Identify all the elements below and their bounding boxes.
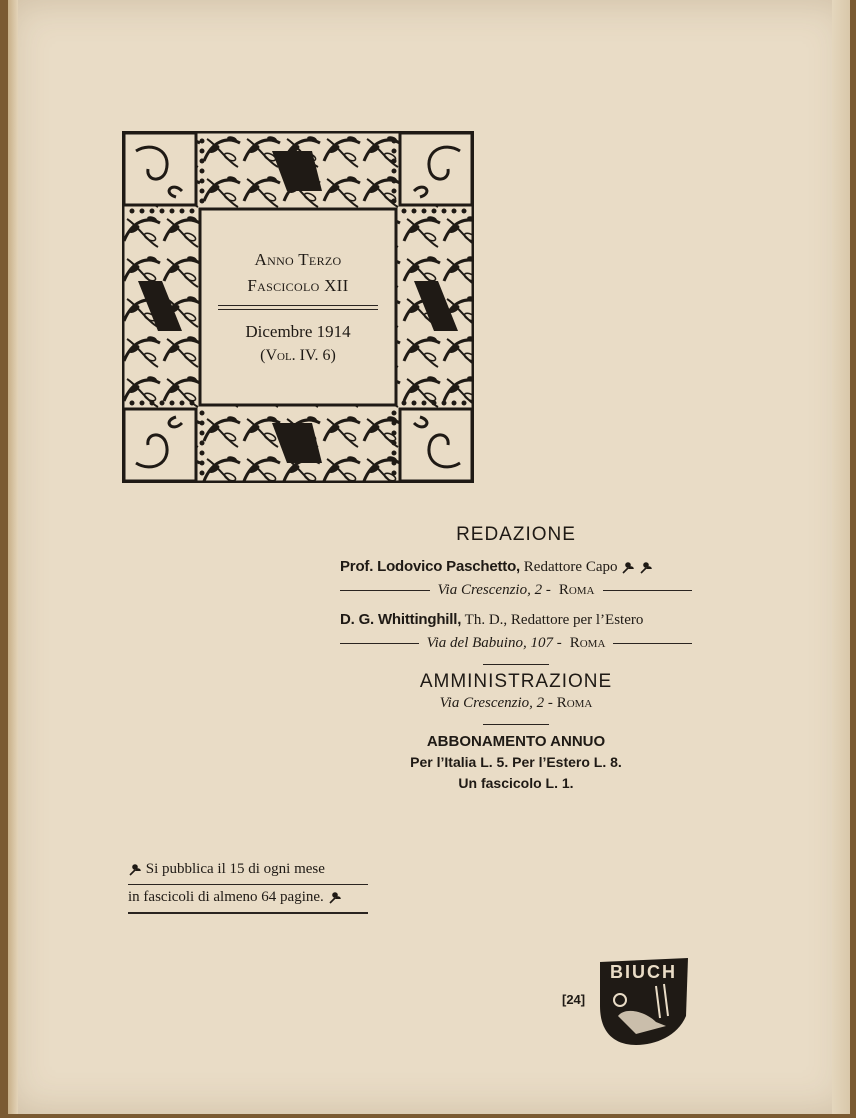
rule: [603, 590, 693, 591]
editor-name: Prof. Lodovico Paschetto,: [340, 558, 521, 575]
page-edge: [832, 0, 850, 1114]
foreign-editor-name: D. G. Whittinghill,: [340, 611, 462, 628]
page-number: [24]: [562, 992, 586, 1007]
single-issue-price: Un fascicolo L. 1.: [458, 775, 574, 791]
abbonamento-heading: ABBONAMENTO ANNUO: [426, 733, 606, 750]
note-line-2: [128, 885, 368, 914]
stamp-text: BIUCH: [610, 962, 677, 982]
divider: [483, 724, 549, 725]
editor-role: Redattore Capo: [523, 559, 618, 575]
editor-address-line: [340, 582, 692, 599]
page-spine: [8, 0, 18, 1114]
masthead-panel: [202, 211, 394, 403]
double-rule: [218, 305, 378, 310]
amministrazione-address-line: [340, 695, 692, 712]
subscription-prices: Per l’Italia L. 5. Per l’Estero L. 8.: [410, 754, 622, 770]
editorial-block: [340, 524, 692, 794]
foreign-editor-role: Redattore per l’Estero: [510, 612, 644, 628]
note-text-1: Si pubblica il 15 di ogni mese: [145, 861, 325, 877]
ornamental-frame: [122, 131, 474, 483]
redazione-heading: REDAZIONE: [456, 524, 576, 545]
library-stamp: [596, 956, 692, 1048]
volume-year: Anno Terzo: [254, 249, 342, 269]
foreign-editor-title: Th. D.,: [464, 612, 508, 628]
divider: [483, 664, 549, 665]
issue-date: Dicembre 1914: [245, 321, 351, 341]
note-line-1: [128, 857, 368, 885]
floral-ornament-icon: [128, 864, 142, 876]
rule: [613, 643, 692, 644]
foreign-address: Via del Babuino, 107 -: [426, 635, 562, 651]
amministrazione-heading: AMMINISTRAZIONE: [419, 671, 613, 692]
foreign-address-line: [340, 635, 692, 652]
rule: [340, 643, 419, 644]
note-text-2: in fascicoli di almeno 64 pagine.: [128, 889, 324, 905]
editor-line: [340, 558, 692, 576]
editor-city: Roma: [558, 582, 595, 598]
amministrazione-city: Roma: [556, 695, 593, 711]
floral-ornament-icon: [639, 562, 653, 574]
editor-address: Via Crescenzio, 2 -: [437, 582, 551, 598]
volume-label: (Vol. IV. 6): [260, 346, 336, 364]
issue-number: Fascicolo XII: [247, 275, 349, 295]
foreign-city: Roma: [569, 635, 606, 651]
floral-ornament-icon: [621, 562, 635, 574]
rule: [340, 590, 430, 591]
foreign-editor-line: [340, 611, 692, 629]
floral-ornament-icon: [328, 892, 342, 904]
publication-note: [128, 857, 368, 914]
amministrazione-address: Via Crescenzio, 2 -: [439, 695, 553, 711]
